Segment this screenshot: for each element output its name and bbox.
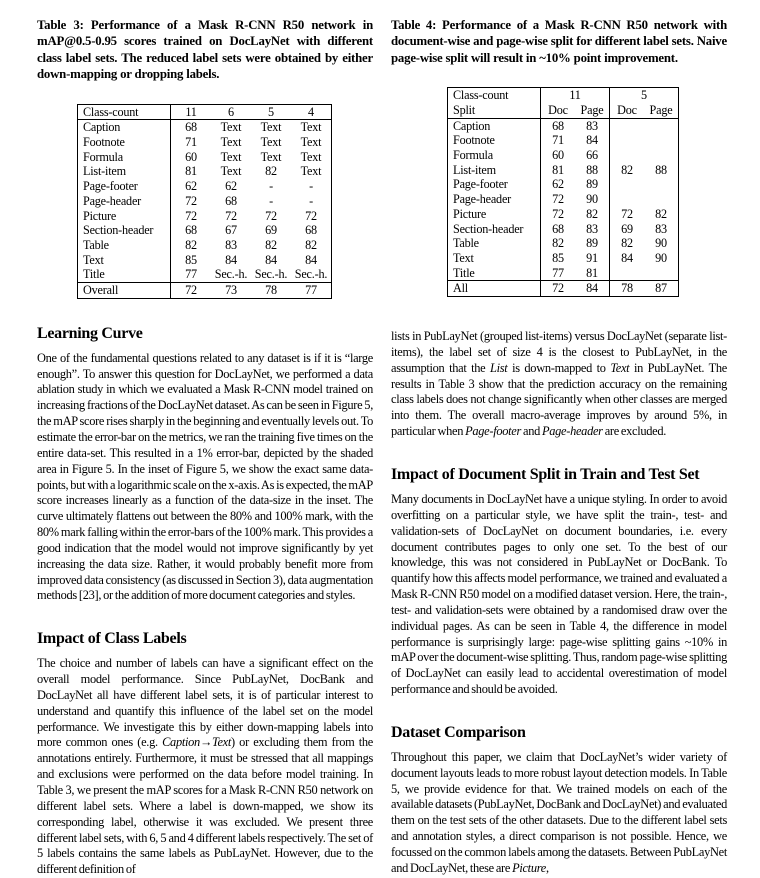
italic-text: Page-header [542,424,603,439]
table-cell: 82 [265,237,277,252]
table-cell: 90 [655,250,667,265]
table4-footer [448,281,679,297]
table-cell: 88 [575,163,610,178]
table-cell: - [309,179,313,194]
table-cell [644,133,679,148]
row-label: List-item [78,164,171,179]
paragraph [37,351,373,605]
table-row [448,163,679,178]
table-cell: 88 [655,162,667,177]
right-sections [391,329,727,877]
column-header: Split [448,103,541,118]
section-heading: Impact of Class Labels [37,630,187,648]
table-row [78,283,332,299]
table-cell: Text [300,164,322,179]
text-segment: in PubLayNet. The results in Table 3 show that the prediction accuracy on the remaining class labels does not change significantly when other classes are merged into them. The overall macro-average improves by around 5%, in particular when [391,360,727,439]
italic-text: List [490,360,508,375]
table-cell: 90 [655,236,667,251]
table-cell: 78 [251,283,291,299]
text-segment: lists in PubLayNet (grouped list-items) versus DocLayNet (separate list-items), the label set of size 4 is the closest to PubLayNet, in the assumption that the [391,329,727,375]
table-row [78,253,332,268]
table-cell: 84 [225,252,237,267]
table-cell: 81 [575,266,610,281]
table-cell: 82 [575,207,610,222]
table-cell: 77 [552,265,564,280]
table-cell: 89 [575,236,610,251]
row-label: Title [448,266,541,281]
table-cell: - [269,179,273,194]
table-cell: 62 [552,177,564,192]
table-cell: 82 [265,164,277,179]
table-cell: Text [260,120,282,135]
table-cell [610,177,645,192]
table-cell: 72 [185,208,197,223]
table-cell: Text [220,149,242,164]
table-cell: Text [220,135,242,150]
table-cell: 67 [225,223,237,238]
row-label: All [448,281,541,297]
table-cell: 84 [305,252,317,267]
table-cell: Sec.-h. [254,267,288,282]
table-row [448,88,679,103]
table-cell: 77 [185,267,197,282]
table-row [78,209,332,224]
row-label: Section-header [78,223,171,238]
table-cell: 69 [621,221,633,236]
table-cell: 85 [552,250,564,265]
table-cell: 72 [185,193,197,208]
table-row [78,179,332,194]
table-cell [610,192,645,207]
column-header: Doc [541,103,576,118]
table-cell: 87 [644,281,679,297]
text-segment: → [199,735,213,750]
right-column [391,17,727,877]
table-cell [644,148,679,163]
table-cell: 83 [225,237,237,252]
text-segment: is down-mapped to [507,360,611,375]
table-cell [644,266,679,281]
paragraph [391,492,727,698]
table-cell: 82 [655,206,667,221]
table-cell: 62 [185,179,197,194]
table-cell: Text [300,149,322,164]
table-cell: 62 [225,179,237,194]
row-label: Formula [78,150,171,165]
table-cell: 72 [171,283,212,299]
column-header: 6 [211,104,251,120]
table-cell: 66 [575,148,610,163]
text-segment: Throughout this paper, we claim that DocLayNet’s wider variety of document layouts leads to more robust layout detection models. In Table 5, we provide evidence for that. We trained models on each of the available datasets (PubLayNet, DocBank and DocLayNet) and evaluated them on the test sets of the other datasets. Due to the different label sets and annotation styles, a direct comparison is not possible. Hence, we focussed on the common labels among the datasets. Between PubLayNet and DocLayNet, these are [391,749,727,875]
table-row [78,223,332,238]
table-row [448,177,679,192]
table4-caption: Table 4: Performance of a Mask R-CNN R50 network with document-wise and page-wise split for different label sets. Naive page-wise split will result in ~10% point improvement. [391,18,727,65]
row-label: Text [448,251,541,266]
table-cell: - [269,193,273,208]
text-segment: The choice and number of labels can have a significant effect on the overall model performance. Since PubLayNet, DocBank and DocLayNet all have different label sets, it is of particular interest to understand and quantify this influence of the label set on the model performance. We investigate this by either down-mapping labels into more common ones (e.g. [37,656,373,750]
table-row [448,222,679,237]
table-cell: Text [260,149,282,164]
row-label: Section-header [448,222,541,237]
table-cell [644,192,679,207]
row-label: Picture [78,209,171,224]
table3-body [78,120,332,283]
text-segment: One of the fundamental questions related to any dataset is if it is “large enough”. To answer this question for DocLayNet, we performed a data ablation study in which we evaluated a Mask R-CNN model trained on increasing fractions of the DocLayNet dataset. As can be seen in Figure 5, the mAP score rises sharply in the beginning and eventually levels out. To estimate the error-bar on the metrics, we ran the training five times on the entire data-set. This resulted in a 1% error-bar, depicted by the shaded area in Figure 5. In the inset of Figure 5, we show the exact same data-points, but with a logarithmic scale on the x-axis. As is expected, the mAP score increases linearly as a function of the data-size in the inset. The curve ultimately flattens out between the 80% and 100% mark, with the 80% mark falling within the error-bars of the 100% mark. This provides a good indication that the model would not improve significantly by yet increasing the data size. Rather, it would probably benefit more from improved data consistency (as discussed in Section 3), data augmentation methods [23], or the addition of more document categories and styles. [37,350,374,603]
italic-text: Text [212,735,232,750]
table-row [448,251,679,266]
table-cell: 69 [265,223,277,238]
italic-text: Picture [512,860,546,875]
table-cell: 60 [552,148,564,163]
column-header: Page [575,103,610,118]
table-cell: 72 [552,206,564,221]
table-cell: Text [220,164,242,179]
table3-caption: Table 3: Performance of a Mask R-CNN R50 network in mAP@0.5-0.95 scores trained on DocLayNet with different class label sets. The reduced label sets were obtained by either down-mapping or dropping labels. [37,18,373,82]
table-cell: 72 [541,281,576,297]
table-cell: 68 [305,223,317,238]
table-cell: 83 [575,222,610,237]
table3-header [78,104,332,120]
table-cell [610,148,645,163]
table-row [448,281,679,297]
section-heading: Learning Curve [37,324,143,342]
row-label: Table [78,238,171,253]
table-cell: 82 [621,236,633,251]
table-cell: 68 [552,221,564,236]
text-segment: , [545,860,549,875]
section-heading: Impact of Document Split in Train and Test Set [391,465,700,483]
table-cell: 72 [265,208,277,223]
table-cell: Text [300,120,322,135]
column-header: 11 [171,104,212,120]
table-cell: Text [220,120,242,135]
row-label: Overall [78,283,171,299]
table-cell: 72 [225,208,237,223]
table3 [77,104,332,299]
left-column [37,17,373,878]
table-cell: 71 [185,135,197,150]
table-cell: 68 [225,193,237,208]
italic-text: Page-footer [465,424,521,439]
table-row [448,148,679,163]
table-cell: 82 [185,237,197,252]
row-label: Title [78,267,171,282]
row-label: Page-footer [448,177,541,192]
table-cell: 85 [185,252,197,267]
row-label: Caption [448,118,541,133]
row-label: Page-footer [78,179,171,194]
left-sections [37,325,373,878]
row-label: Page-header [448,192,541,207]
column-header: 4 [291,104,332,120]
table-cell: 84 [621,250,633,265]
paragraph [391,750,727,877]
column-group-header: 5 [641,88,647,103]
table-cell: 71 [552,133,564,148]
table-cell: 81 [185,164,197,179]
table-cell: - [309,193,313,208]
table-cell: 68 [185,223,197,238]
table-row [78,267,332,282]
text-segment: Many documents in DocLayNet have a unique styling. In order to avoid overfitting on a particular style, we have split the train-, test- and validation-sets of DocLayNet on document boundaries, i.e. every document contributes pages to only one set. To the best of our knowledge, this was not considered in PubLayNet or DocBank. To quantify how this affects model performance, we trained and evaluated a Mask R-CNN R50 model on a modified dataset version. Here, the train-, test- and validation-sets were obtained by a randomised draw over the individual pages. As can be seen in Table 4, the difference in model performance is surprisingly large: page-wise splitting gains ~10% in mAP over the document-wise splitting. Thus, random page-wise splitting of DocLayNet can easily lead to accidental overestimation of model performance and should be avoided. [391,491,727,697]
table-row [448,266,679,281]
table-cell: Sec.-h. [294,267,328,282]
table-cell: 60 [185,149,197,164]
table-cell [610,133,645,148]
table-row [448,207,679,222]
table-cell: 84 [575,133,610,148]
row-label: List-item [448,163,541,178]
table-cell: 82 [552,236,564,251]
table-row [448,236,679,251]
row-label: Footnote [78,135,171,150]
table4-header [448,88,679,118]
row-label: Page-header [78,194,171,209]
table-cell: 83 [575,118,610,133]
table-cell: Text [300,135,322,150]
row-label: Formula [448,148,541,163]
table-cell: 73 [211,283,251,299]
row-label: Table [448,236,541,251]
table-cell: 83 [655,221,667,236]
table-cell: 84 [265,252,277,267]
table-row [78,135,332,150]
table-cell: Text [260,135,282,150]
table-row [78,238,332,253]
table-row [78,104,332,120]
table-row [78,150,332,165]
row-label: Footnote [448,133,541,148]
table-cell: 72 [621,206,633,221]
table-row [448,103,679,118]
column-header: Class-count [78,104,171,120]
row-label: Caption [78,120,171,135]
table-cell [610,266,645,281]
paragraph [391,329,727,440]
table-cell: Sec.-h. [214,267,248,282]
text-segment: ) or excluding them from the annotations entirely. Furthermore, it must be stressed that all mappings and exclusions were performed on the data before model training. In Table 3, we present the mAP scores for a Mask R-CNN R50 network on different label sets. Where a label is down-mapped, we show its corresponding label, otherwise it was excluded. We present three different label sets, with 6, 5 and 4 different labels respectively. The set of 5 labels contains the same labels as PubLayNet. However, due to the different definition of [37,735,373,877]
table-cell: 68 [552,118,564,133]
table4 [447,87,679,297]
table-row [448,118,679,133]
table-cell: 72 [552,192,564,207]
table-row [448,133,679,148]
table4-body [448,118,679,281]
table-row [78,120,332,135]
italic-text: Text [610,360,630,375]
column-header: Class-count [448,88,541,103]
table-cell: 82 [621,162,633,177]
row-label: Picture [448,207,541,222]
table-row [78,164,332,179]
table-cell: 84 [575,281,610,297]
table3-footer [78,283,332,299]
table-cell: 90 [575,192,610,207]
row-label: Text [78,253,171,268]
table-cell: 72 [305,208,317,223]
column-group-header: 11 [541,88,610,103]
table-cell [610,118,645,133]
table-cell: 89 [575,177,610,192]
paragraph [37,656,373,878]
column-header: Page [644,103,679,118]
column-header: Doc [610,103,645,118]
table-row [78,194,332,209]
section-heading: Dataset Comparison [391,723,526,741]
table-cell: 82 [305,237,317,252]
table-cell: 81 [552,162,564,177]
text-segment: and [521,424,542,439]
table-row [448,192,679,207]
italic-text: Caption [162,735,200,750]
table-cell [644,118,679,133]
table-cell: 77 [291,283,332,299]
table-cell: 68 [185,120,197,135]
table-cell: 78 [610,281,645,297]
table-cell: 91 [575,251,610,266]
column-header: 5 [251,104,291,120]
text-segment: are excluded. [602,424,667,439]
table-cell [644,177,679,192]
